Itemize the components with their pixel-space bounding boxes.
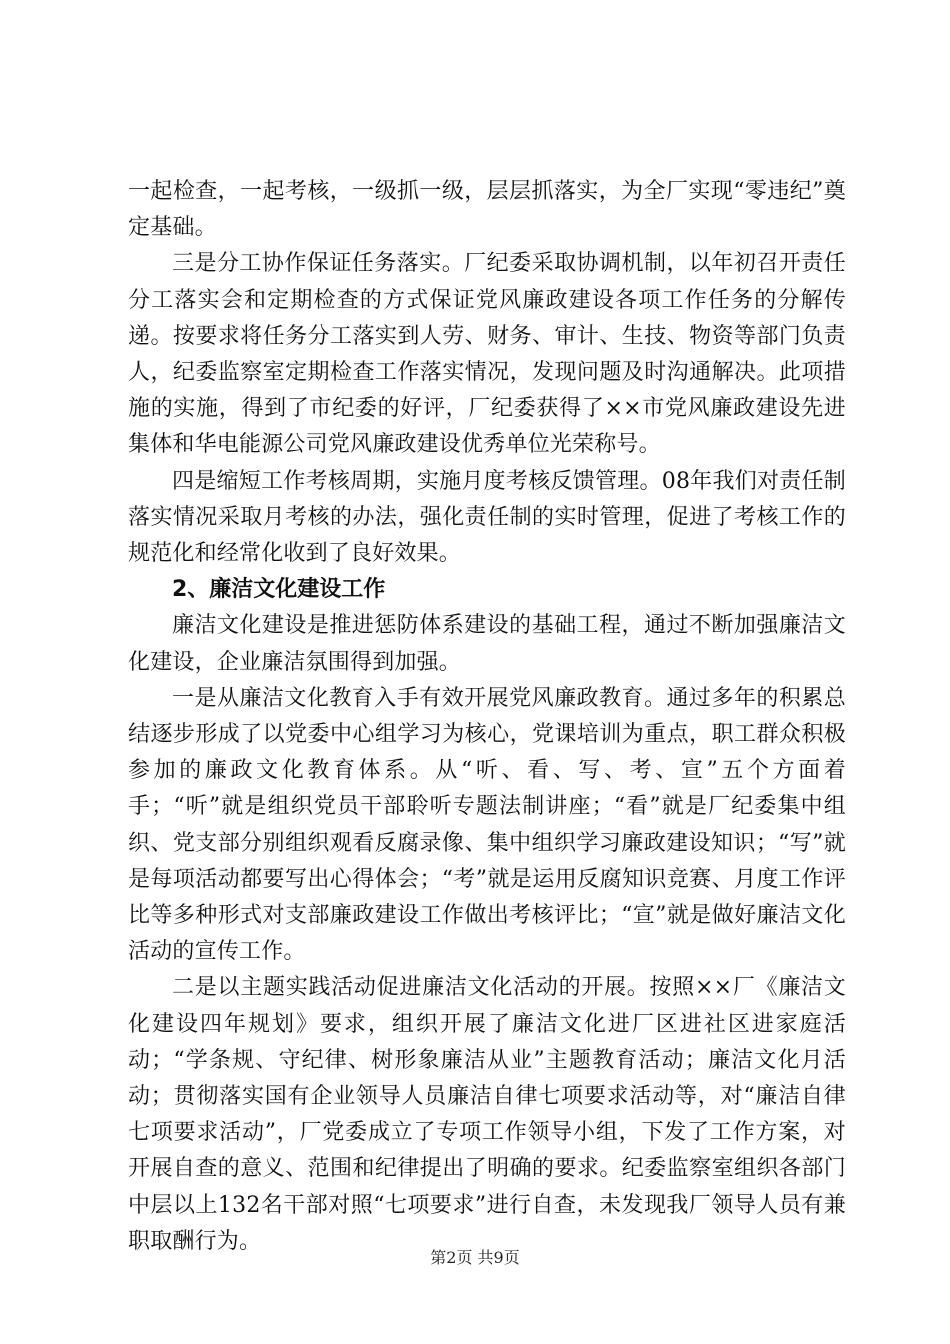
document-body — [128, 174, 846, 1260]
section-heading: 2、廉洁文化建设工作 — [172, 577, 386, 603]
paragraph-division-cooperation: 三是分工协作保证任务落实。厂纪委采取协调机制，以年初召开责任分工落实会和定期检查的方式保证党风廉政建设各项工作任务的分解传递。按要求将任务分工落实到人劳、财务、审计、生技、物资等部门负责人，纪委监察室定期检查工作落实情况，发现问题及时沟通解决。此项措施的实施，得到了市纪委的好评，厂纪委获得了××市党风廉政建设先进集体和华电能源公司党风廉政建设优秀单位光荣称号。 — [128, 251, 846, 458]
paragraph-education: 一是从廉洁文化教育入手有效开展党风廉政教育。通过多年的积累总结逐步形成了以党委中心组学习为核心，党课培训为重点，职工群众积极参加的廉政文化教育体系。从“听、看、写、考、宣”五个方面着手；“听”就是组织党员干部聆听专题法制讲座；“看”就是厂纪委集中组织、党支部分别组织观看反腐录像、集中组织学习廉政建设知识；“写”就是每项活动都要写出心得体会；“考”就是运用反腐知识竞赛、月度工作评比等多种形式对支部廉政建设工作做出考核评比；“宣”就是做好廉洁文化活动的宣传工作。 — [128, 685, 846, 965]
paragraph-assessment-cycle: 四是缩短工作考核周期，实施月度考核反馈管理。08年我们对责任制落实情况采取月考核的办法，强化责任制的实时管理，促进了考核工作的规范化和经常化收到了良好效果。 — [128, 468, 846, 567]
paragraph-continuation: 一起检查，一起考核，一级抓一级，层层抓落实，为全厂实现“零违纪”奠定基础。 — [128, 179, 846, 241]
paragraph-theme-activities: 二是以主题实践活动促进廉洁文化活动的开展。按照××厂《廉洁文化建设四年规划》要求，组织开展了廉洁文化进厂区进社区进家庭活动；“学条规、守纪律、树形象廉洁从业”主题教育活动；廉洁文化月活动；贯彻落实国有企业领导人员廉洁自律七项要求活动等，对“廉洁自律七项要求活动”，厂党委成立了专项工作领导小组，下发了工作方案，对开展自查的意义、范围和纪律提出了明确的要求。纪委监察室组织各部门中层以上132名干部对照“七项要求”进行自查，未发现我厂领导人员有兼职取酬行为。 — [128, 975, 846, 1254]
page-number-footer: 第2页 共9页 — [430, 1248, 520, 1267]
paragraph-culture-intro: 廉洁文化建设是推进惩防体系建设的基础工程，通过不断加强廉洁文化建设，企业廉洁氛围得到加强。 — [128, 613, 846, 675]
